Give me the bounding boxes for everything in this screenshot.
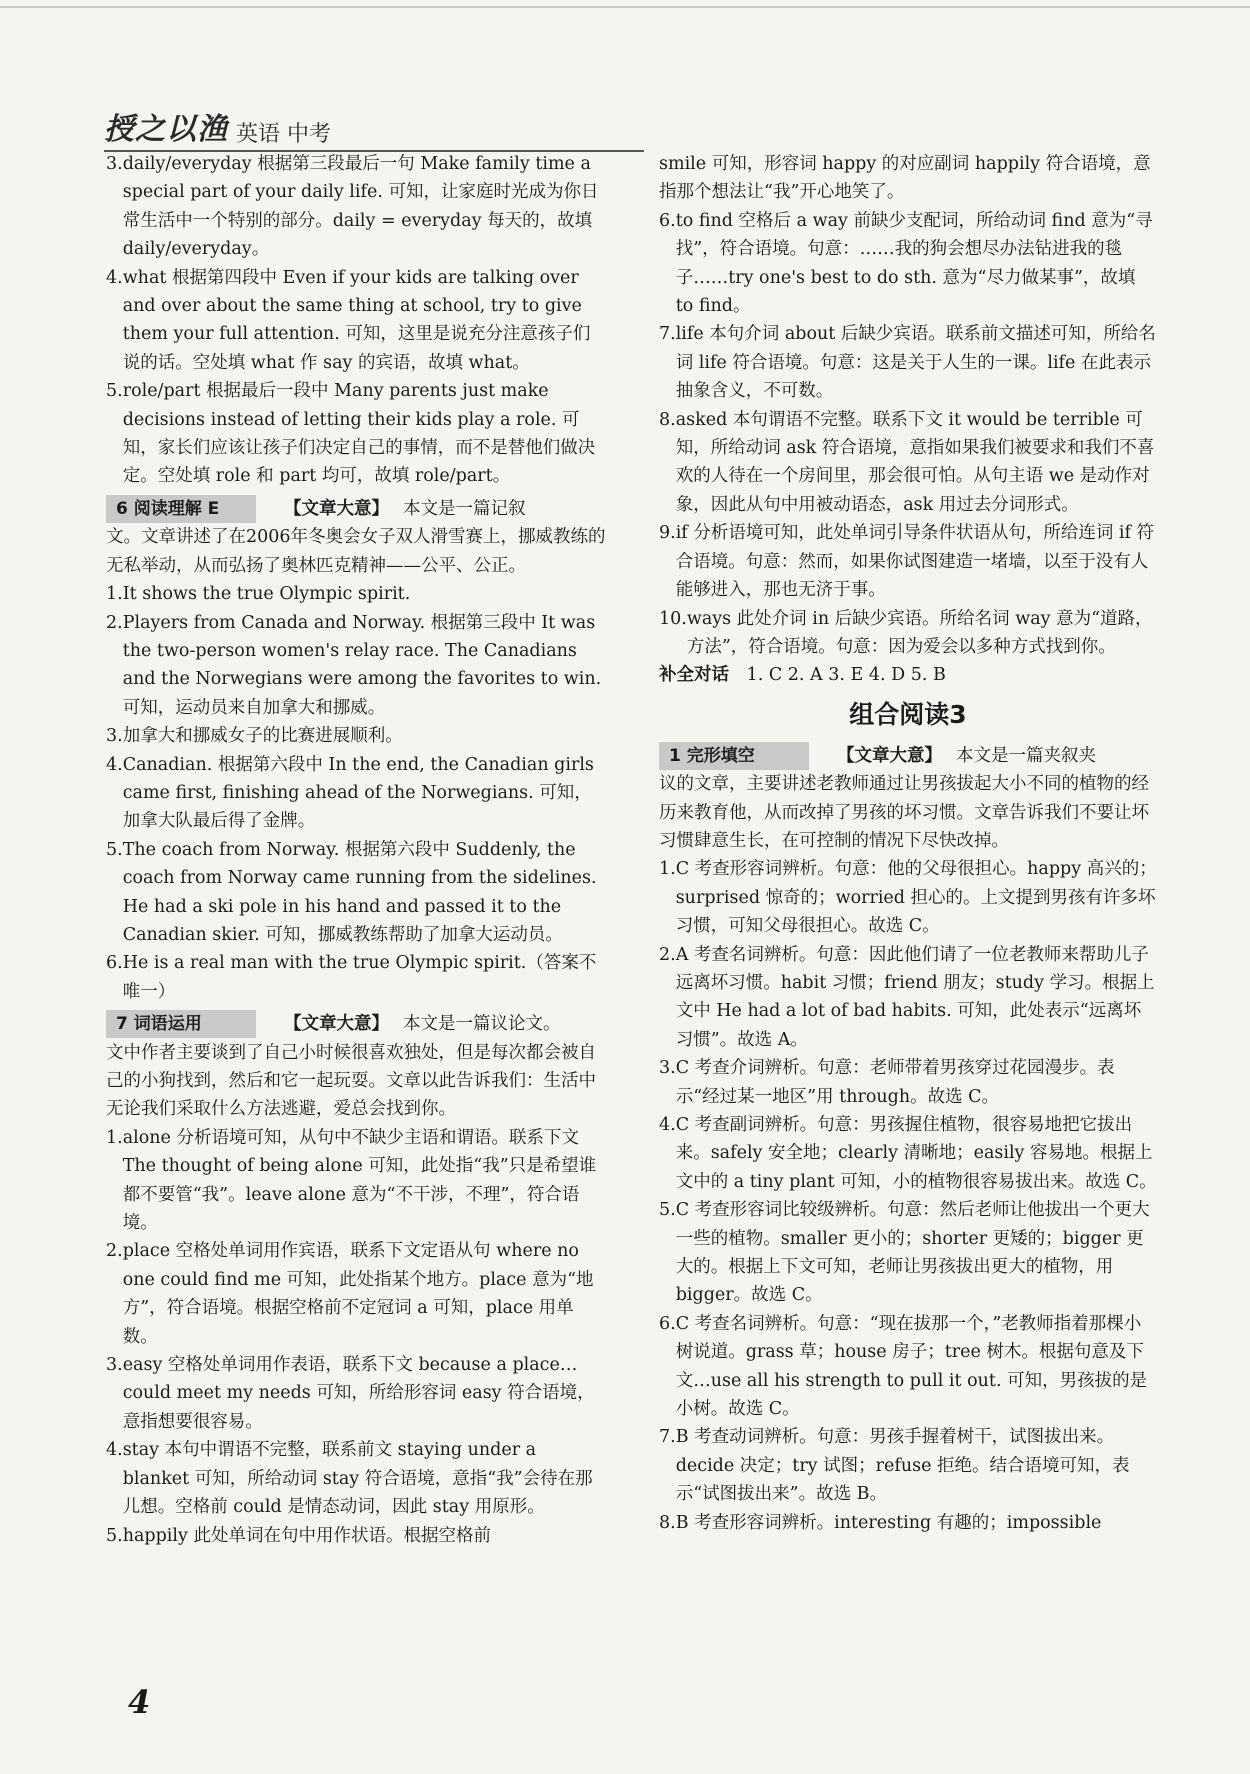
section-7-header: 7 词语运用 【文章大意】 本文是一篇议论文。: [106, 1010, 606, 1038]
section-tag: 7 词语运用: [106, 1010, 256, 1038]
summary-text: 文中作者主要谈到了自己小时候很喜欢独处，但是每次都会被自己的小狗找到，然后和它一起玩耍。文章以此告诉我们：生活中无论我们采取什么方法逃避，爱总会找到你。: [106, 1042, 596, 1120]
page-header: [104, 112, 331, 148]
answer-item: 4. what 根据第四段中 Even if your kids are talking over and over about the same thing at school, try to give them your full attention. 可知，这里是说充分注意孩子们说的话。空处填 what 作 say 的宾语，故填 what。: [106, 267, 591, 373]
answer-item: 3. easy 空格处单词用作表语，联系下文 because a place… could meet my needs 可知，所给形容词 easy 符合语境，意指想要很容易。: [106, 1355, 595, 1432]
summary-text: 文。文章讲述了在2006年冬奥会女子双人滑雪赛上，挪威教练的无私举动，从而弘扬了奥林匹克精神——公平、公正。: [106, 527, 606, 576]
dialog-label: 补全对话: [659, 665, 729, 686]
answer-item: 9. if 分析语境可知，此处单词引导条件状语从句，所给连词 if 符合语境。句意：然而，如果你试图建造一堵墙，以至于没有人能够进入，那也无济于事。: [659, 523, 1155, 601]
answer-item: 7. life 本句介词 about 后缺少宾语。联系前文描述可知，所给名词 life 符合语境。句意：这是关于人生的一课。life 在此表示抽象含义，不可数。: [659, 324, 1156, 402]
answer-item: 1. alone 分析语境可知，从句中不缺少主语和谓语。联系下文 The thought of being alone 可知，此处指“我”只是希望谁都不要管“我”。leave alone 意为“不干涉，不理”，符合语境。: [106, 1127, 597, 1234]
section-tag: 1 完形填空: [659, 742, 809, 770]
answer-item: 4. Canadian. 根据第六段中 In the end, the Canadian girls came first, finishing ahead of the Norwegians. 可知，加拿大队最后得了金牌。: [106, 754, 594, 832]
answer-item: 2. A 考查名词辨析。句意：因此他们请了一位老教师来帮助儿子远离坏习惯。habit 习惯；friend 朋友；study 学习。根据上文中 He had a lot of bad habits. 可知，此处表示“远离坏习惯”。故选 A。: [659, 944, 1155, 1050]
answer-item: 2. place 空格处单词用作宾语，联系下文定语从句 where no one could find me 可知，此处指某个地方。place 意为“地方”，符合语境。根据空格前不定冠词 a 可知，place 用单数。: [106, 1241, 594, 1347]
answer-item: 6. He is a real man with the true Olympic spirit.（答案不唯一）: [106, 953, 597, 1002]
section-1-header: 1 完形填空 【文章大意】 本文是一篇夹叙夹: [659, 742, 1157, 770]
section-6-header: 6 阅读理解 E 【文章大意】 本文是一篇记叙: [106, 495, 606, 523]
answer-item: 7. B 考查动词辨析。句意：男孩手握着树干，试图拔出来。decide 决定；try 试图；refuse 拒绝。结合语境可知，表示“试图拔出来”。故选 B。: [659, 1427, 1130, 1505]
answer-item: 5. C 考查形容词比较级辨析。句意：然后老师让他拔出一个更大一些的植物。smaller 更小的；shorter 更矮的；bigger 更大的。根据上下文可知，老师让男孩拔出更大的植物，用 bigger。故选 C。: [659, 1200, 1150, 1306]
left-column: [106, 150, 606, 1550]
right-column: [659, 150, 1157, 1537]
answer-item: 3. C 考查介词辨析。句意：老师带着男孩穿过花园漫步。表示“经过某一地区”用 through。故选 C。: [659, 1058, 1115, 1107]
answer-item: 1. C 考查形容词辨析。句意：他的父母很担心。happy 高兴的；surprised 惊奇的；worried 担心的。上文提到男孩有许多坏习惯，可知父母很担心。故选 C。: [659, 859, 1157, 937]
answer-item: 1. It shows the true Olympic spirit.: [106, 584, 411, 605]
answer-item: 2. Players from Canada and Norway. 根据第三段中 It was the two-person women's relay race. The Canadians and the Norwegians were among the favorites to win. 可知，运动员来自加拿大和挪威。: [106, 612, 602, 718]
dialog-answers: 1. C 2. A 3. E 4. D 5. B: [746, 665, 946, 686]
summary-heading: 【文章大意】: [284, 1014, 389, 1035]
answer-item: 5. happily 此处单词在句中用作状语。根据空格前: [106, 1525, 491, 1546]
continued-text: smile 可知，形容词 happy 的对应副词 happily 符合语境，意指那个想法让“我”开心地笑了。: [659, 154, 1151, 203]
header-subtitle: 英语 中考: [236, 122, 331, 147]
summary-heading: 【文章大意】: [837, 745, 942, 766]
summary-heading: 【文章大意】: [284, 498, 389, 519]
answer-item: 3. 加拿大和挪威女子的比赛进展顺利。: [106, 726, 403, 747]
answer-item: 5. role/part 根据最后一段中 Many parents just make decisions instead of letting their kids play a role. 可知，家长们应该让孩子们决定自己的事情，而不是替他们做决定。空处填 role 和 part 均可，故填 role/part。: [106, 381, 596, 487]
dialog-answers-line: [659, 661, 1157, 689]
page-number: 4: [128, 1683, 151, 1721]
answer-item: 8. B 考查形容词辨析。interesting 有趣的；impossible: [659, 1512, 1102, 1533]
answer-item: 6. C 考查名词辨析。句意：“现在拔那一个，”老教师指着那棵小树说道。grass 草；house 房子；tree 树木。根据句意及下文…use all his strength to pull it out. 可知，男孩拔的是小树。故选 C。: [659, 1313, 1148, 1420]
summary-text: 议的文章，主要讲述老教师通过让男孩拔起大小不同的植物的经历来教育他，从而改掉了男孩的坏习惯。文章告诉我们不要让坏习惯肆意生长，在可控制的情况下尽快改掉。: [659, 774, 1149, 851]
answer-item: 10. ways 此处介词 in 后缺少宾语。所给名词 way 意为“道路，方法”，符合语境。句意：因为爱会以多种方式找到你。: [659, 608, 1153, 657]
answer-item: 5. The coach from Norway. 根据第六段中 Suddenly, the coach from Norway came running from the sidelines. He had a ski pole in his hand and passed it to the Canadian skier. 可知，挪威教练帮助了加拿大运动员。: [106, 839, 597, 945]
page-top-edge: [0, 6, 1250, 8]
section-tag: 6 阅读理解 E: [106, 495, 256, 523]
answer-item: 4. stay 本句中谓语不完整，联系前文 staying under a blanket 可知，所给动词 stay 符合语境，意指“我”会待在那儿想。空格前 could 是情态动词，因此 stay 用原形。: [106, 1440, 593, 1518]
answer-item: 6. to find 空格后 a way 前缺少支配词，所给动词 find 意为“寻找”，符合语境。句意：……我的狗会想尽办法钻进我的毯子……try one's best to do sth. 意为“尽力做某事”，故填 to find。: [659, 210, 1153, 317]
section-title: 组合阅读3: [849, 699, 967, 729]
book-logo: 授之以渔: [104, 112, 228, 147]
answer-item: 3. daily/everyday 根据第三段最后一句 Make family time a special part of your daily life. 可知，让家庭时光成为你日常生活中一个特别的部分。daily = everyday 每天的，故填 daily/everyday。: [106, 154, 599, 260]
answer-item: 8. asked 本句谓语不完整。联系下文 it would be terrible 可知，所给动词 ask 符合语境，意指如果我们被要求和我们不喜欢的人待在一个房间里，那会很可怕。从句主语 we 是动作对象，因此从句中用被动语态，ask 用过去分词形式。: [659, 409, 1155, 515]
answer-item: 4. C 考查副词辨析。句意：男孩握住植物，很容易地把它拔出来。safely 安全地；clearly 清晰地；easily 容易地。根据上文中的 a tiny plant 可知，小的植物很容易拔出来。故选 C。: [659, 1115, 1157, 1192]
